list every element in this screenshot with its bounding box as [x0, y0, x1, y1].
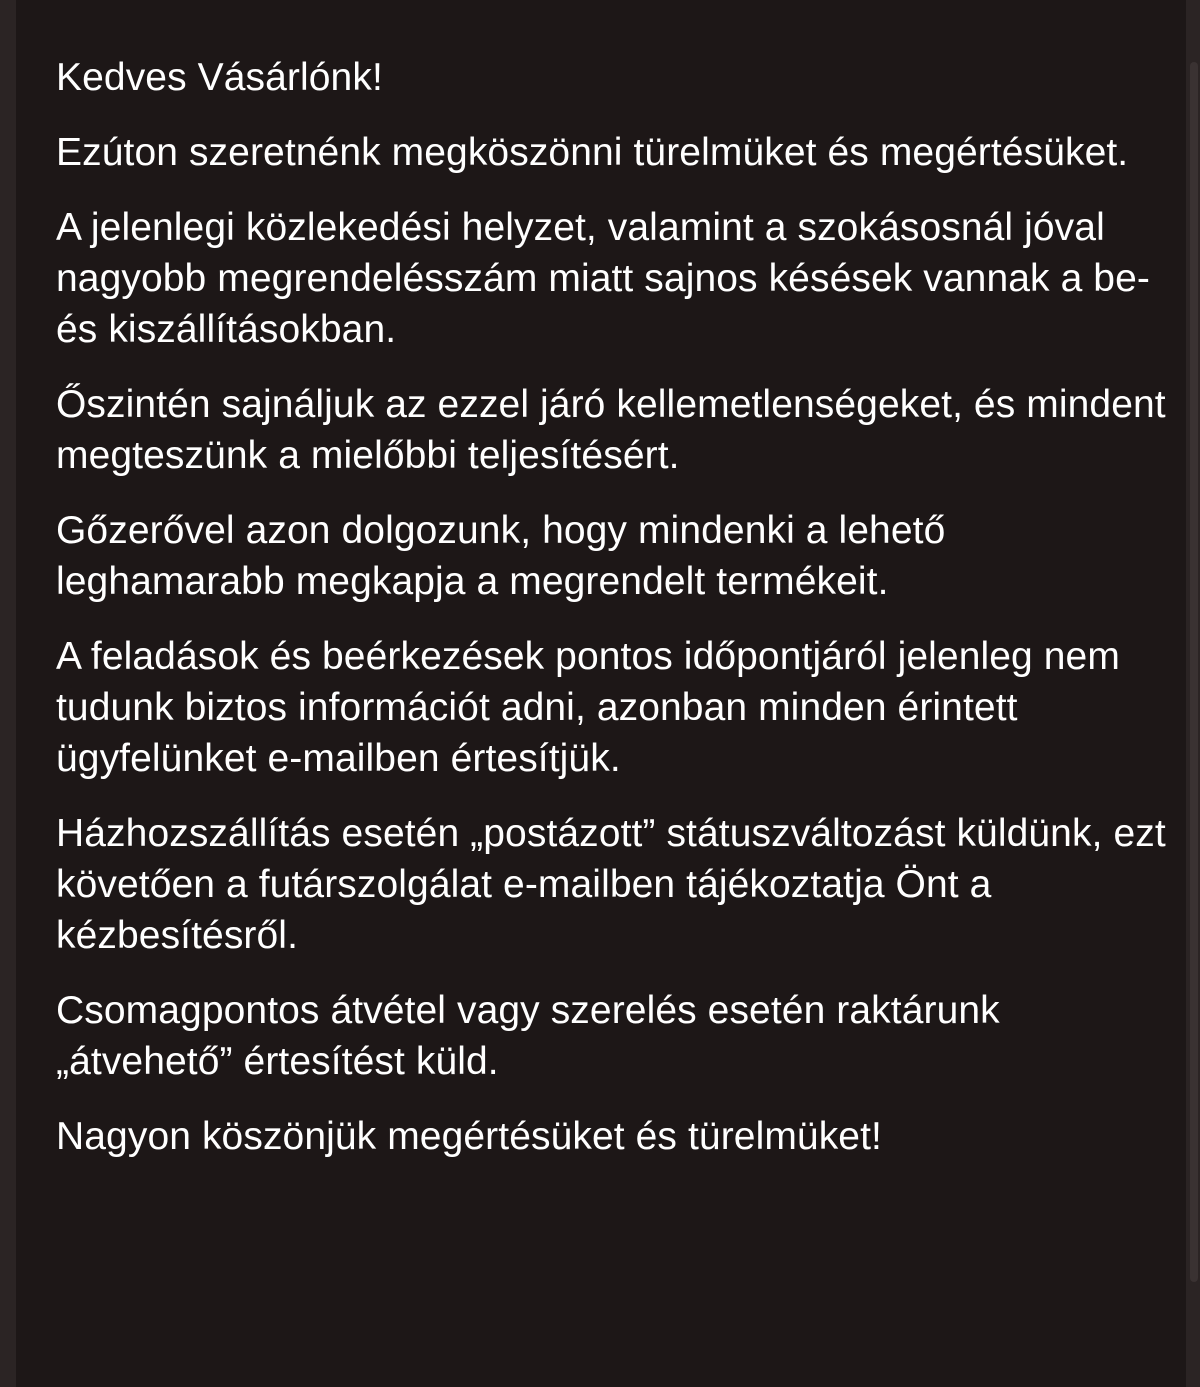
paragraph-apology: Őszintén sajnáljuk az ezzel járó kellemetlenségeket, és mindent megteszünk a mielőbbi teljesítésért. [56, 383, 1166, 477]
closing: Nagyon köszönjük megértésüket és türelmüket! [56, 1115, 882, 1158]
greeting: Kedves Vásárlónk! [56, 56, 383, 99]
paragraph-thanks: Ezúton szeretnénk megköszönni türelmüket és megértésüket. [56, 131, 1129, 174]
paragraph-delay-reason: A jelenlegi közlekedési helyzet, valamint a szokásosnál jóval nagyobb megrendelésszám miatt sajnos késések vannak a be- és kiszállításokban. [56, 206, 1150, 351]
scrollbar-thumb[interactable] [1190, 62, 1198, 1282]
paragraph-pickup: Csomagpontos átvétel vagy szerelés esetén raktárunk „átvehető” értesítést küld. [56, 989, 1000, 1083]
paragraph-home-delivery: Házhozszállítás esetén „postázott” státuszváltozást küldünk, ezt követően a futárszolgálat e-mailben tájékoztatja Önt a kézbesítésről. [56, 812, 1166, 957]
left-edge [0, 0, 16, 1387]
message-card [18, 0, 1184, 1387]
message-body [56, 52, 1166, 1186]
right-edge [1186, 0, 1200, 1387]
paragraph-info: A feladások és beérkezések pontos időpontjáról jelenleg nem tudunk biztos információt adni, azonban minden érintett ügyfelünket e-mailben értesítjük. [56, 635, 1120, 780]
paragraph-working: Gőzerővel azon dolgozunk, hogy mindenki a lehető leghamarabb megkapja a megrendelt termékeit. [56, 509, 946, 603]
